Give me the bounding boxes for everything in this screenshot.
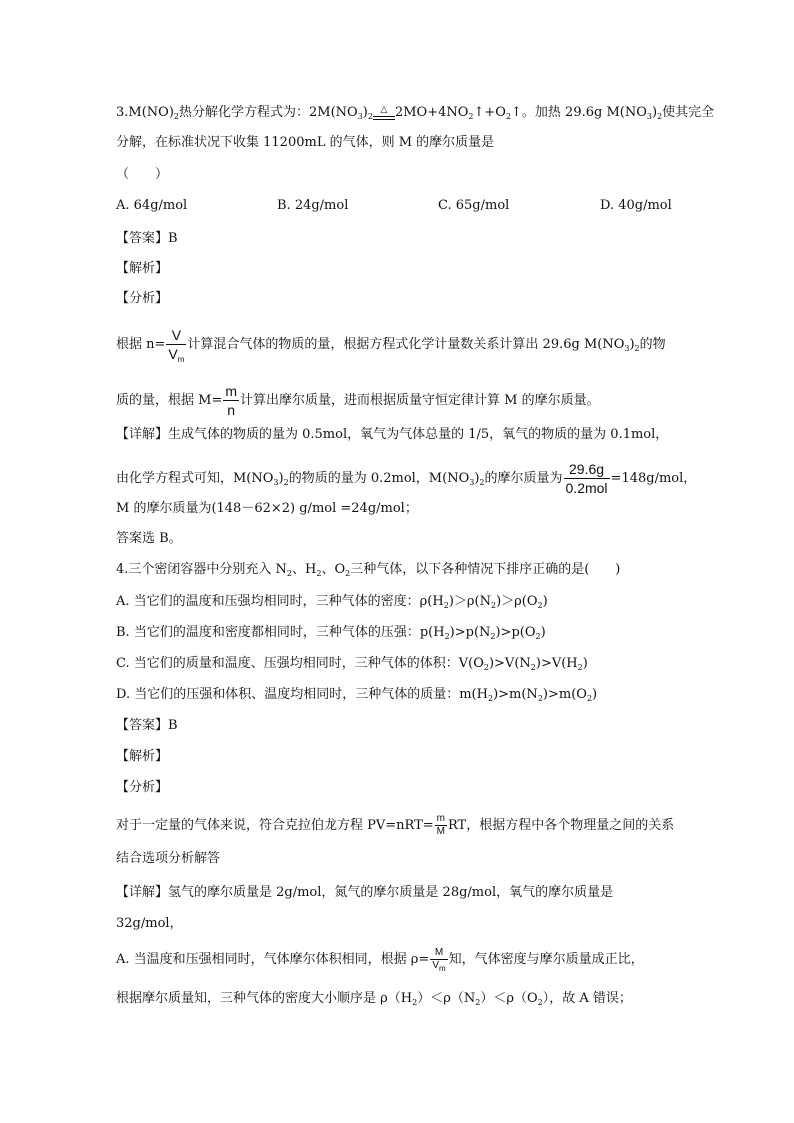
q3-analysis-line2: 质的量，根据 M= $\frac{m}{n}$ 计算出摩尔质量，进而根据质量守恒定律计算 M 的摩尔质量。 [116, 383, 600, 418]
q4-option-a: A. 当它们的温度和压强均相同时，三种气体的密度：$\rho(H_2)>\rho(N_2)>\rho(O_2)$ [116, 594, 548, 610]
q3-option-b: B. 24g/mol [277, 198, 349, 213]
q3-blank: （ ） [116, 167, 169, 182]
q3-option-c: C. 65g/mol [438, 198, 510, 213]
q3-stem-line1: $3.M(NO)_2$热分解化学方程式为：$2M(NO_3)_2$ △ $2MO+4NO_2↑+O_2↑$。加热 29.6g $M(NO_3)_2$使其完全 [116, 104, 715, 121]
fraction-M-over-Vm: $\frac{M}{V_m}$ [432, 947, 446, 973]
q4-detail-line1: 【详解】氢气的摩尔质量是 2g/mol，氮气的摩尔质量是 28g/mol，氧气的摩尔质量是 [116, 885, 614, 900]
q4-answer: 【答案】B [116, 718, 178, 733]
q4-option-b: B. 当它们的温度和密度都相同时，三种气体的压强：$p(H_2)>p(N_2)>p(O_2)$ [116, 625, 546, 641]
q4-analysis-line2: 结合选项分析解答 [116, 851, 221, 866]
fraction-mass-over-mol: $\frac{29.6g}{\text{0.2mol}}$ [565, 461, 608, 496]
fraction-v-over-vm: $\frac{V}{V_m}$ [168, 327, 185, 364]
q3-detail-line2: 由化学方程式可知，$M(NO_3)_2$的物质的量为 0.2mol，$M(NO_3)_2$的摩尔质量为 $\frac{29.6g}{\text{0.2mol}}$ =148g/mol， [116, 461, 697, 496]
q4-detail-a-line1: A. 当温度和压强相同时，气体摩尔体积相同，根据 ρ= $\frac{M}{V_m}$ 知，气体密度与摩尔质量成正比， [116, 947, 644, 973]
heat-equals-sign: △ [373, 106, 395, 120]
q3-option-d: D. 40g/mol [600, 198, 672, 213]
q4-jiexi: 【解析】 [116, 749, 169, 764]
q4-option-c: C. 当它们的质量和温度、压强均相同时，三种气体的体积：$V(O_2)>V(N_2)>V(H_2)$ [116, 656, 588, 672]
fraction-m-over-M: $\frac{m}{M}$ [436, 813, 445, 837]
q4-fenxi: 【分析】 [116, 780, 169, 795]
q4-stem: 4.三个密闭容器中分别充入 $N_2$、$H_2$、$O_2$三种气体，以下各种情况下排序正确的是( ) [116, 562, 621, 578]
q3-answer: 【答案】B [116, 231, 178, 246]
q4-detail-line2: 32g/mol， [116, 916, 183, 931]
q3-detail-line1: 【详解】生成气体的物质的量为 0.5mol，氧气为气体总量的 1/5，氧气的物质的量为 0.1mol， [116, 427, 669, 442]
q3-stem-line2: 分解，在标准状况下收集 11200mL 的气体，则 M 的摩尔质量是 [116, 135, 495, 150]
q3-detail-line3: M 的摩尔质量为(148－62×2) g/mol =24g/mol； [116, 501, 418, 516]
q3-conclusion: 答案选 B。 [116, 531, 182, 546]
q4-detail-a-line2: 根据摩尔质量知，三种气体的密度大小顺序是 $\rho(H_2)<\rho(N_2)<\rho(O_2)$，故 A 错误； [116, 991, 632, 1007]
q3-fenxi: 【分析】 [116, 291, 169, 306]
q4-option-d: D. 当它们的压强和体积、温度均相同时，三种气体的质量：$m(H_2)>m(N_2)>m(O_2)$ [116, 687, 598, 703]
q4-analysis-line1: 对于一定量的气体来说，符合克拉伯龙方程 PV=nRT= $\frac{m}{M}$ RT，根据方程中各个物理量之间的关系 [116, 813, 675, 837]
fraction-m-over-n: $\frac{m}{n}$ [225, 383, 238, 418]
q3-option-a: A. 64g/mol [116, 198, 188, 213]
q3-jiexi: 【解析】 [116, 261, 169, 276]
q3-analysis-line1: 根据 n= $\frac{V}{V_m}$ 计算混合气体的物质的量，根据方程式化学计量数关系计算出 29.6g $M(NO_3)_2$的物 [116, 327, 666, 364]
